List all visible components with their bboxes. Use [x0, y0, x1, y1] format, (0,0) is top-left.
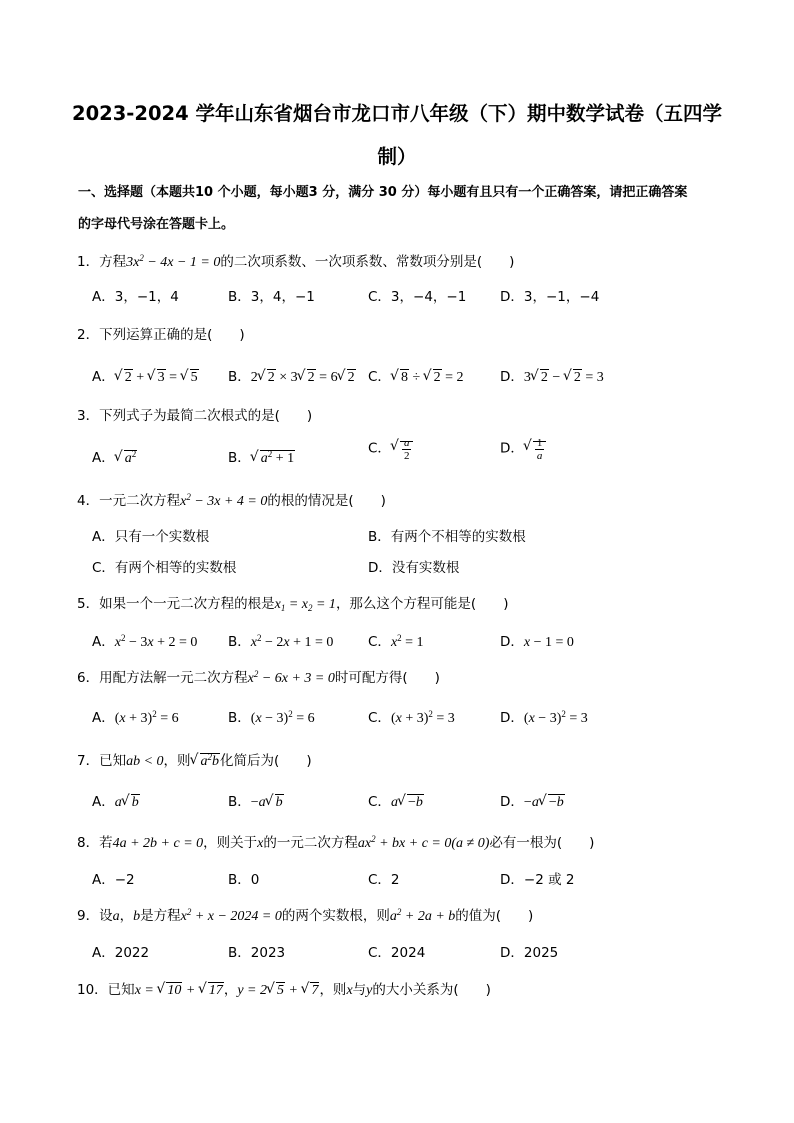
q4-option-c[interactable]: C．有两个相等的实数根	[92, 560, 237, 576]
question-4	[77, 491, 737, 512]
q10-var-x: x	[346, 983, 353, 998]
q10-y-def: y = 2√ 5 + √ 7	[237, 983, 319, 998]
q6-option-a[interactable]: A．$(x + 3)^2 = 6$	[92, 709, 179, 726]
q8-condition: 4a + 2b + c = 0	[112, 836, 204, 851]
q4-options-row2	[0, 557, 794, 579]
q1-post: 的二次项系数、一次项系数、常数项分别是( )	[220, 254, 515, 270]
q9-pre: 9．设	[77, 908, 113, 924]
q10-pre: 10．已知	[77, 982, 135, 998]
q9-var-b: b	[133, 909, 141, 924]
q3-option-d[interactable]: D． √ $\frac{1}{a}$	[500, 437, 546, 462]
q7-post: 化简后为( )	[220, 753, 312, 769]
q5-post: ，那么这个方程可能是( )	[335, 596, 509, 612]
exam-title-line1: 2023-2024 学年山东省烟台市龙口市八年级（下）期中数学试卷（五四学	[72, 102, 722, 125]
q4-equation: $x^2 - 3x + 4 = 0$	[180, 492, 268, 509]
q1-equation: $3x^2 - 4x - 1 = 0$	[126, 253, 221, 270]
q9-option-b[interactable]: B．2023	[228, 945, 286, 961]
q9-mid3: 的两个实数根，则	[281, 908, 390, 924]
q6-equation: $x^2 - 6x + 3 = 0$	[247, 669, 335, 686]
q7-condition: ab < 0	[126, 754, 164, 769]
q7-option-b[interactable]: B．−a√ b	[228, 791, 284, 814]
q10-var-y: y	[366, 983, 373, 998]
q1-pre: 1．方程	[77, 254, 127, 270]
q1-options	[0, 286, 794, 308]
q4-option-a[interactable]: A．只有一个实数根	[92, 529, 210, 545]
q5-option-a[interactable]: A．$x^2 - 3x + 2 = 0$	[92, 633, 198, 650]
q5-option-b[interactable]: B．$x^2 - 2x + 1 = 0$	[228, 633, 334, 650]
q7-pre: 7．已知	[77, 753, 127, 769]
q10-mid2: ，则	[319, 982, 347, 998]
q3-option-a[interactable]: A．√ $a^2$	[92, 447, 137, 470]
q7-option-c[interactable]: C．a√ −b	[368, 791, 424, 814]
q2-option-c[interactable]: C．√ 8 ÷ √ 2 = 2	[368, 366, 464, 389]
q9-mid1: ，	[119, 908, 134, 924]
q9-options	[0, 942, 794, 964]
question-10	[77, 980, 737, 1001]
q9-option-c[interactable]: C．2024	[368, 945, 426, 961]
q5-option-c[interactable]: C．$x^2 = 1$	[368, 633, 424, 650]
q9-var-a: a	[112, 909, 120, 924]
exam-title-line2: 制）	[377, 145, 417, 168]
question-9	[77, 906, 737, 927]
q8-mid1: ，则关于	[203, 835, 258, 851]
q4-option-d[interactable]: D．没有实数根	[368, 560, 460, 576]
question-7	[77, 751, 737, 772]
question-2: 2．下列运算正确的是( )	[77, 327, 245, 343]
question-3: 3．下列式子为最简二次根式的是( )	[77, 408, 313, 424]
q4-post: 的根的情况是( )	[267, 493, 386, 509]
q5-pre: 5．如果一个一元二次方程的根是	[77, 596, 275, 612]
q6-option-b[interactable]: B．$(x - 3)^2 = 6$	[228, 709, 315, 726]
q3-options	[0, 437, 794, 469]
q5-options	[0, 631, 794, 653]
q8-equation: $ax^2$ + bx + c = 0(a ≠ 0)	[357, 834, 490, 851]
q6-options	[0, 707, 794, 729]
q9-option-a[interactable]: A．2022	[92, 945, 150, 961]
q9-expression: $a^2 + 2a + b$	[389, 907, 456, 924]
q8-option-d[interactable]: D．−2 或 2	[500, 872, 575, 888]
q10-x-def: x = √ 10 + √ 17	[135, 983, 224, 998]
q1-option-b[interactable]: B．3，4，−1	[228, 289, 315, 305]
question-6	[77, 668, 737, 689]
section-heading-line1: 一、选择题（本题共10 个小题，每小题3 分，满分 30 分）每小题有且只有一个正确答案，请把正确答案	[78, 185, 688, 200]
q8-post: 必有一根为( )	[489, 835, 595, 851]
q5-option-d[interactable]: D．x − 1 = 0	[500, 634, 574, 650]
q9-option-d[interactable]: D．2025	[500, 945, 559, 961]
q7-option-a[interactable]: A．a√ b	[92, 791, 140, 814]
q6-post: 时可配方得( )	[334, 670, 440, 686]
question-5	[77, 594, 737, 615]
q9-equation: $x^2 + x - 2024 = 0$	[180, 907, 282, 924]
q8-options	[0, 869, 794, 891]
q5-roots: $x_1 = x_2 = 1$	[274, 597, 336, 613]
question-1	[77, 252, 737, 273]
q4-options-row1	[0, 526, 794, 548]
q8-mid2: 的一元二次方程	[263, 835, 358, 851]
q9-post: 的值为( )	[455, 908, 534, 924]
q10-mid1: ，	[223, 982, 238, 998]
q2-options	[0, 366, 794, 388]
q3-option-b[interactable]: B．√ $a^2 + 1$	[228, 447, 295, 470]
q7-options	[0, 791, 794, 813]
q8-pre: 8．若	[77, 835, 113, 851]
q7-radical: √ $a^2b$	[191, 754, 221, 769]
q1-option-a[interactable]: A．3，−1，4	[92, 289, 179, 305]
q4-option-b[interactable]: B．有两个不相等的实数根	[368, 529, 526, 545]
q9-mid2: 是方程	[140, 908, 181, 924]
q8-option-c[interactable]: C．2	[368, 872, 400, 888]
q6-pre: 6．用配方法解一元二次方程	[77, 670, 248, 686]
q10-mid3: 与	[352, 982, 367, 998]
q10-post: 的大小关系为( )	[372, 982, 491, 998]
q7-mid: ，则	[163, 753, 191, 769]
question-8	[77, 833, 737, 854]
q6-option-d[interactable]: D．$(x - 3)^2 = 3$	[500, 709, 588, 726]
q3-option-c[interactable]: C． √ $\frac{a}{2}$	[368, 437, 413, 462]
q2-option-a[interactable]: A．√ 2 + √ 3 = √ 5	[92, 366, 199, 389]
q7-option-d[interactable]: D．−a√ −b	[500, 791, 565, 814]
q6-option-c[interactable]: C．$(x + 3)^2 = 3$	[368, 709, 455, 726]
q8-option-b[interactable]: B．0	[228, 872, 260, 888]
q8-var: x	[257, 836, 264, 851]
q1-option-d[interactable]: D．3，−1，−4	[500, 289, 600, 305]
q4-pre: 4．一元二次方程	[77, 493, 181, 509]
q2-option-b[interactable]: B．2√ 2 × 3√ 2 = 6√ 2	[228, 366, 356, 389]
section-heading-line2: 的字母代号涂在答题卡上。	[78, 217, 235, 232]
q1-option-c[interactable]: C．3，−4，−1	[368, 289, 467, 305]
q2-option-d[interactable]: D．3√ 2 − √ 2 = 3	[500, 366, 604, 389]
q8-option-a[interactable]: A．−2	[92, 872, 135, 888]
